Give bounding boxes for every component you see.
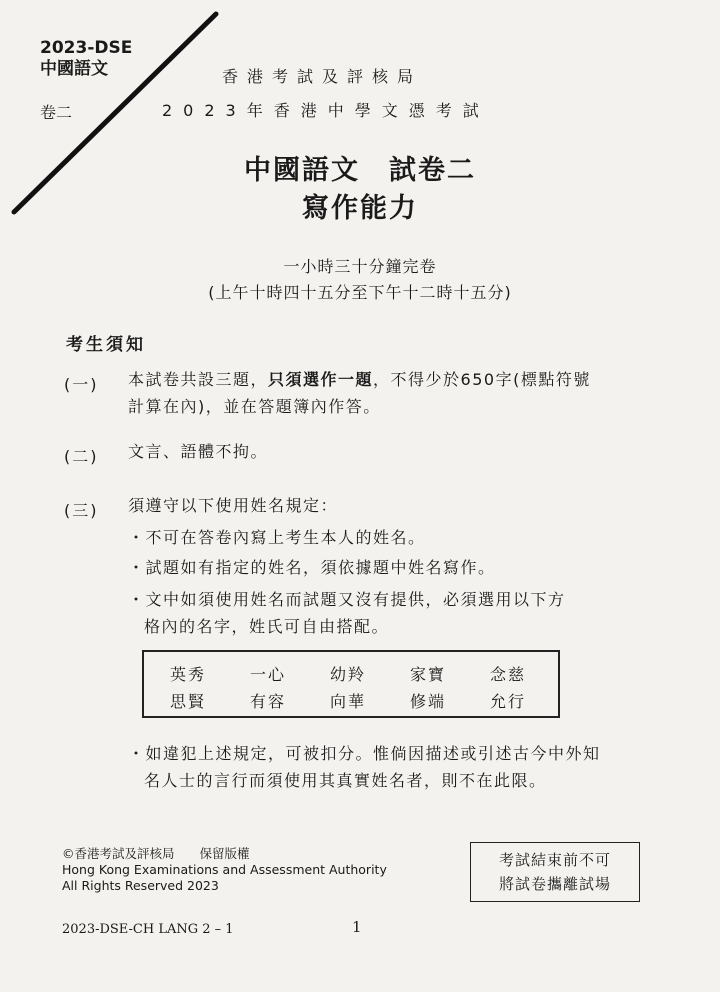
instruction-number: (三) bbox=[64, 501, 99, 520]
instruction-number: (二) bbox=[64, 447, 99, 466]
name-option: 英秀 bbox=[170, 665, 207, 684]
corner-code-block bbox=[40, 38, 132, 80]
name-option: 允行 bbox=[490, 692, 527, 711]
name-option: 家寶 bbox=[410, 665, 447, 684]
paper-title: 中國語文 試卷二 bbox=[244, 155, 476, 186]
list-item: ・不可在答卷內寫上考生本人的姓名。 bbox=[128, 528, 426, 547]
name-option: 一心 bbox=[250, 665, 287, 684]
list-item: ・如違犯上述規定，可被扣分。惟倘因描述或引述古今中外知 名人士的言行而須使用其真實姓名者，則不在此限。 bbox=[128, 744, 601, 790]
instruction-item-2: 文言、語體不拘。 bbox=[128, 442, 269, 461]
page-number: 1 bbox=[352, 918, 362, 936]
name-option: 修端 bbox=[410, 692, 447, 711]
list-item: ・試題如有指定的姓名，須依據題中姓名寫作。 bbox=[128, 558, 496, 577]
warning-box: 考試結束前不可 將試卷攜離試場 bbox=[470, 842, 640, 902]
instruction-text: 計算在內)，並在答題簿內作答。 bbox=[128, 397, 381, 416]
instructions-heading: 考生須知 bbox=[66, 335, 146, 355]
bullet-icon: ・ bbox=[128, 590, 146, 609]
corner-subject: 中國語文 bbox=[40, 59, 108, 79]
exam-duration: 一小時三十分鐘完卷 bbox=[283, 257, 437, 276]
names-box bbox=[142, 650, 560, 718]
bullet-icon: ・ bbox=[128, 528, 146, 547]
instruction-item-3: 須遵守以下使用姓名規定： bbox=[128, 496, 339, 515]
corner-exam-code: 2023-DSE bbox=[40, 38, 133, 58]
bullet-icon: ・ bbox=[128, 558, 146, 577]
authority-name: 香港考試及評核局 bbox=[222, 67, 423, 86]
exam-time: (上午十時四十五分至下午十二時十五分) bbox=[208, 283, 512, 302]
corner-paper-label: 卷二 bbox=[40, 103, 73, 122]
name-option: 幼羚 bbox=[330, 665, 367, 684]
exam-name: 2023年香港中學文憑考試 bbox=[162, 101, 490, 120]
copyright-notice: ©香港考試及評核局 保留版權 Hong Kong Examinations and Assessment Authority All Rights Reserved 2023 bbox=[62, 846, 387, 893]
paper-code: 2023-DSE-CH LANG 2 – 1 bbox=[62, 922, 234, 937]
names-grid bbox=[170, 662, 570, 712]
instruction-number: (一) bbox=[64, 375, 99, 394]
name-option: 有容 bbox=[250, 692, 287, 711]
paper-subtitle: 寫作能力 bbox=[302, 193, 418, 224]
instruction-emphasis: 只須選作一題 bbox=[268, 370, 374, 389]
instruction-text: 本試卷共設三題， bbox=[128, 370, 269, 389]
list-item: ・文中如須使用姓名而試題又沒有提供，必須選用以下方 格內的名字，姓氏可自由搭配。 bbox=[128, 590, 566, 636]
instruction-item-1 bbox=[128, 366, 591, 420]
instruction-text: ，不得少於650字(標點符號 bbox=[373, 370, 591, 389]
name-option: 思賢 bbox=[170, 692, 207, 711]
bullet-icon: ・ bbox=[128, 744, 146, 763]
name-option: 念慈 bbox=[490, 665, 527, 684]
name-option: 向華 bbox=[330, 692, 367, 711]
